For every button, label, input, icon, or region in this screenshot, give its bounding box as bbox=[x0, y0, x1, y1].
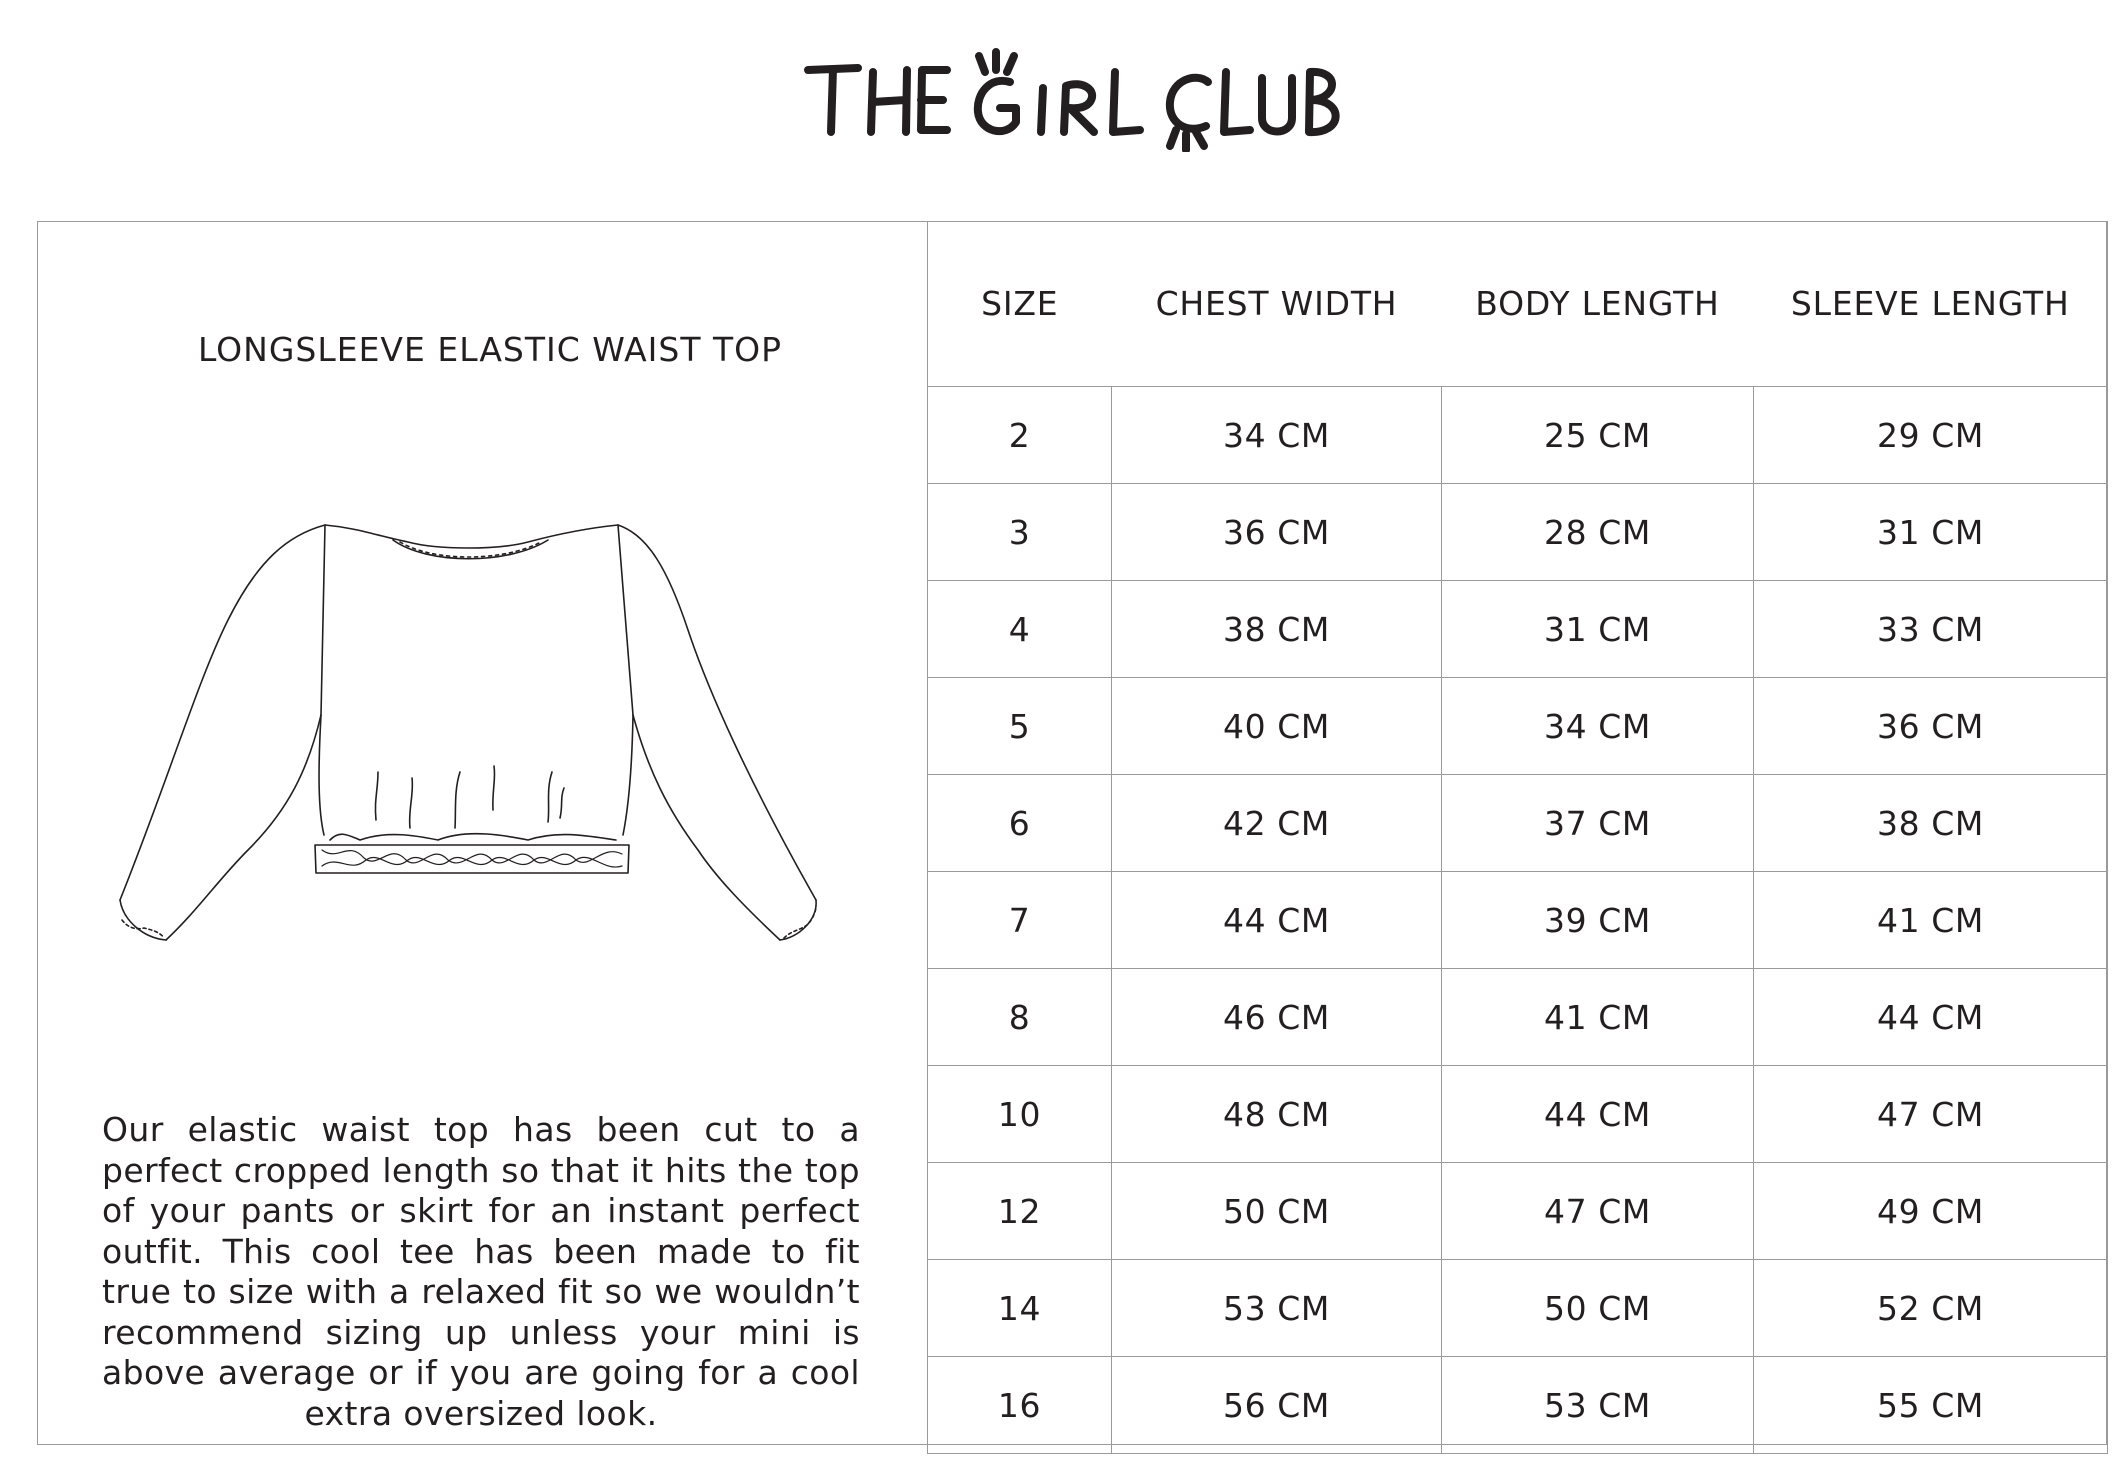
table-header-row bbox=[928, 221, 2108, 387]
cell-chest-width: 53 CM bbox=[1112, 1260, 1442, 1357]
product-title: LONGSLEEVE ELASTIC WAIST TOP bbox=[197, 330, 783, 369]
cell-chest-width: 34 CM bbox=[1112, 387, 1442, 484]
table-row bbox=[928, 1260, 2108, 1357]
cell-chest-width: 50 CM bbox=[1112, 1163, 1442, 1260]
table-row bbox=[928, 484, 2108, 581]
cell-size: 16 bbox=[928, 1357, 1112, 1454]
cell-body-length: 28 CM bbox=[1442, 484, 1754, 581]
cell-sleeve-length: 33 CM bbox=[1754, 581, 2108, 678]
cell-sleeve-length: 38 CM bbox=[1754, 775, 2108, 872]
cell-size: 12 bbox=[928, 1163, 1112, 1260]
cell-size: 10 bbox=[928, 1066, 1112, 1163]
header-chest-width: CHEST WIDTH bbox=[1112, 221, 1442, 387]
cell-size: 8 bbox=[928, 969, 1112, 1066]
table-row bbox=[928, 969, 2108, 1066]
cell-size: 3 bbox=[928, 484, 1112, 581]
table-row bbox=[928, 581, 2108, 678]
cell-sleeve-length: 36 CM bbox=[1754, 678, 2108, 775]
cell-chest-width: 40 CM bbox=[1112, 678, 1442, 775]
product-description: Our elastic waist top has been cut to a perfect cropped length so that it hits the top of your pants or skirt for an instant perfect outfit. This cool tee has been made to fit true to size with a relaxed fit so we wouldn’t recommend sizing up unless your mini is above average or if you are going for a cool extra oversized look. bbox=[102, 1110, 860, 1433]
cell-chest-width: 56 CM bbox=[1112, 1357, 1442, 1454]
cell-sleeve-length: 49 CM bbox=[1754, 1163, 2108, 1260]
table-row bbox=[928, 872, 2108, 969]
header-body-length: BODY LENGTH bbox=[1442, 221, 1754, 387]
table-row bbox=[928, 678, 2108, 775]
cell-body-length: 34 CM bbox=[1442, 678, 1754, 775]
cell-size: 6 bbox=[928, 775, 1112, 872]
header-size: SIZE bbox=[928, 221, 1112, 387]
cell-chest-width: 46 CM bbox=[1112, 969, 1442, 1066]
cell-body-length: 25 CM bbox=[1442, 387, 1754, 484]
cell-size: 4 bbox=[928, 581, 1112, 678]
cell-sleeve-length: 52 CM bbox=[1754, 1260, 2108, 1357]
cell-body-length: 53 CM bbox=[1442, 1357, 1754, 1454]
table-row bbox=[928, 1357, 2108, 1454]
cell-sleeve-length: 44 CM bbox=[1754, 969, 2108, 1066]
cell-size: 2 bbox=[928, 387, 1112, 484]
cell-body-length: 37 CM bbox=[1442, 775, 1754, 872]
header-sleeve-length: SLEEVE LENGTH bbox=[1754, 221, 2108, 387]
cell-body-length: 39 CM bbox=[1442, 872, 1754, 969]
cell-chest-width: 38 CM bbox=[1112, 581, 1442, 678]
brand-logo bbox=[0, 42, 2124, 152]
table-row bbox=[928, 1066, 2108, 1163]
cell-sleeve-length: 55 CM bbox=[1754, 1357, 2108, 1454]
cell-size: 7 bbox=[928, 872, 1112, 969]
cell-sleeve-length: 41 CM bbox=[1754, 872, 2108, 969]
cell-chest-width: 42 CM bbox=[1112, 775, 1442, 872]
longsleeve-top-line-drawing bbox=[108, 510, 848, 960]
cell-body-length: 47 CM bbox=[1442, 1163, 1754, 1260]
cell-chest-width: 48 CM bbox=[1112, 1066, 1442, 1163]
table-row bbox=[928, 775, 2108, 872]
cell-body-length: 50 CM bbox=[1442, 1260, 1754, 1357]
cell-chest-width: 44 CM bbox=[1112, 872, 1442, 969]
cell-size: 5 bbox=[928, 678, 1112, 775]
cell-chest-width: 36 CM bbox=[1112, 484, 1442, 581]
cell-body-length: 44 CM bbox=[1442, 1066, 1754, 1163]
cell-sleeve-length: 47 CM bbox=[1754, 1066, 2108, 1163]
cell-sleeve-length: 31 CM bbox=[1754, 484, 2108, 581]
size-chart-table bbox=[927, 221, 2108, 1454]
table-row bbox=[928, 1163, 2108, 1260]
table-row bbox=[928, 387, 2108, 484]
cell-body-length: 41 CM bbox=[1442, 969, 1754, 1066]
cell-size: 14 bbox=[928, 1260, 1112, 1357]
cell-body-length: 31 CM bbox=[1442, 581, 1754, 678]
cell-sleeve-length: 29 CM bbox=[1754, 387, 2108, 484]
